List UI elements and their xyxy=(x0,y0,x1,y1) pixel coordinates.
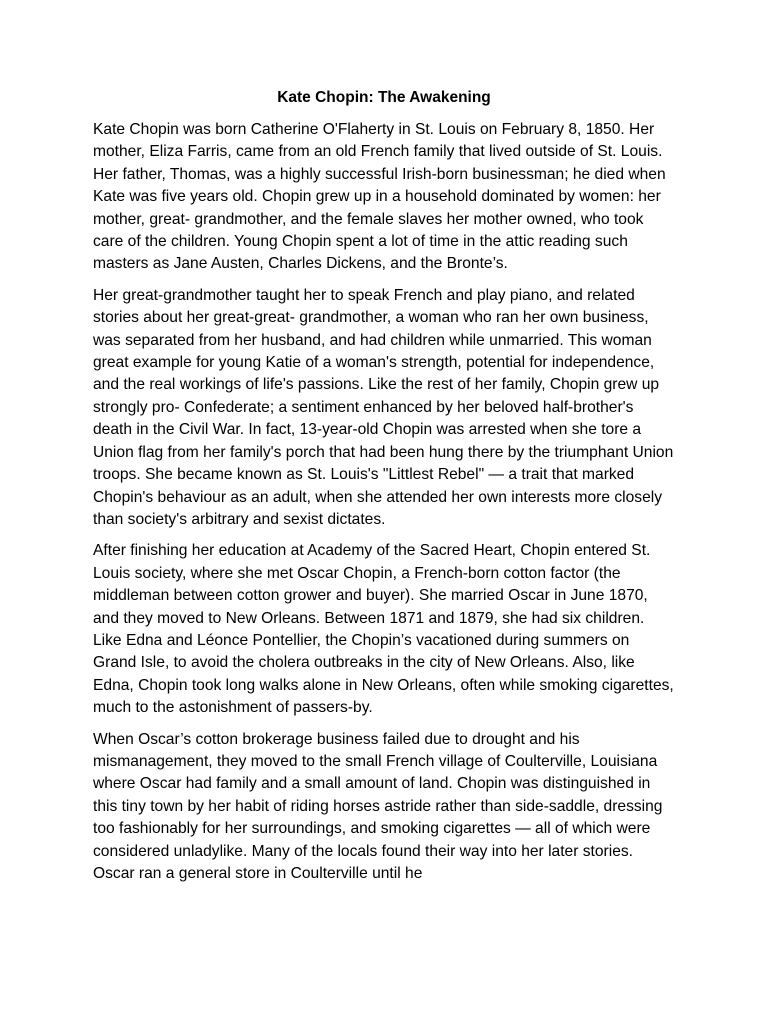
paragraph-3: After finishing her education at Academy of the Sacred Heart, Chopin entered St. Louis society, where she met Oscar Chopin, a French-born cotton factor (the middleman between cotton grower and buyer). She married Oscar in June 1870, and they moved to New Orleans. Between 1871 and 1879, she had six children. Like Edna and Léonce Pontellier, the Chopin’s vacationed during summers on Grand Isle, to avoid the cholera outbreaks in the city of New Orleans. Also, like Edna, Chopin took long walks alone in New Orleans, often while smoking cigarettes, much to the astonishment of passers-by. xyxy=(93,542,674,717)
document-title: Kate Chopin: The Awakening xyxy=(277,89,491,106)
document-body xyxy=(93,119,676,894)
paragraph-4: When Oscar’s cotton brokerage business failed due to drought and his mismanagement, they moved to the small French village of Coulterville, Louisiana where Oscar had family and a small amount of land. Chopin was distinguished in this tiny town by her habit of riding horses astride rather than side-saddle, dressing too fashionably for her surroundings, and smoking cigarettes — all of which were considered unladylike. Many of the locals found their way into her later stories. Oscar ran a general store in Coulterville until he xyxy=(93,730,663,882)
paragraph-2: Her great-grandmother taught her to speak French and play piano, and related stories about her great-great- grandmother, a woman who ran her own business, was separated from her husband, and had children while unmarried. This woman great example for young Katie of a woman's strength, potential for independence, and the real workings of life's passions. Like the rest of her family, Chopin grew up strongly pro- Confederate; a sentiment enhanced by her beloved half-brother's death in the Civil War. In fact, 13-year-old Chopin was arrested when she tore a Union flag from her family's porch that had been hung there by the triumphant Union troops. She became known as St. Louis's "Littlest Rebel" — a trait that marked Chopin's behaviour as an adult, when she attended her own interests more closely than society's arbitrary and sexist dictates. xyxy=(93,286,674,528)
paragraph-1: Kate Chopin was born Catherine O'Flaherty in St. Louis on February 8, 1850. Her mother, Eliza Farris, came from an old French family that lived outside of St. Louis. Her father, Thomas, was a highly successful Irish-born businessman; he died when Kate was five years old. Chopin grew up in a household dominated by women: her mother, great- grandmother, and the female slaves her mother owned, who took care of the children. Young Chopin spent a lot of time in the attic reading such masters as Jane Austen, Charles Dickens, and the Bronte’s. xyxy=(93,121,666,273)
